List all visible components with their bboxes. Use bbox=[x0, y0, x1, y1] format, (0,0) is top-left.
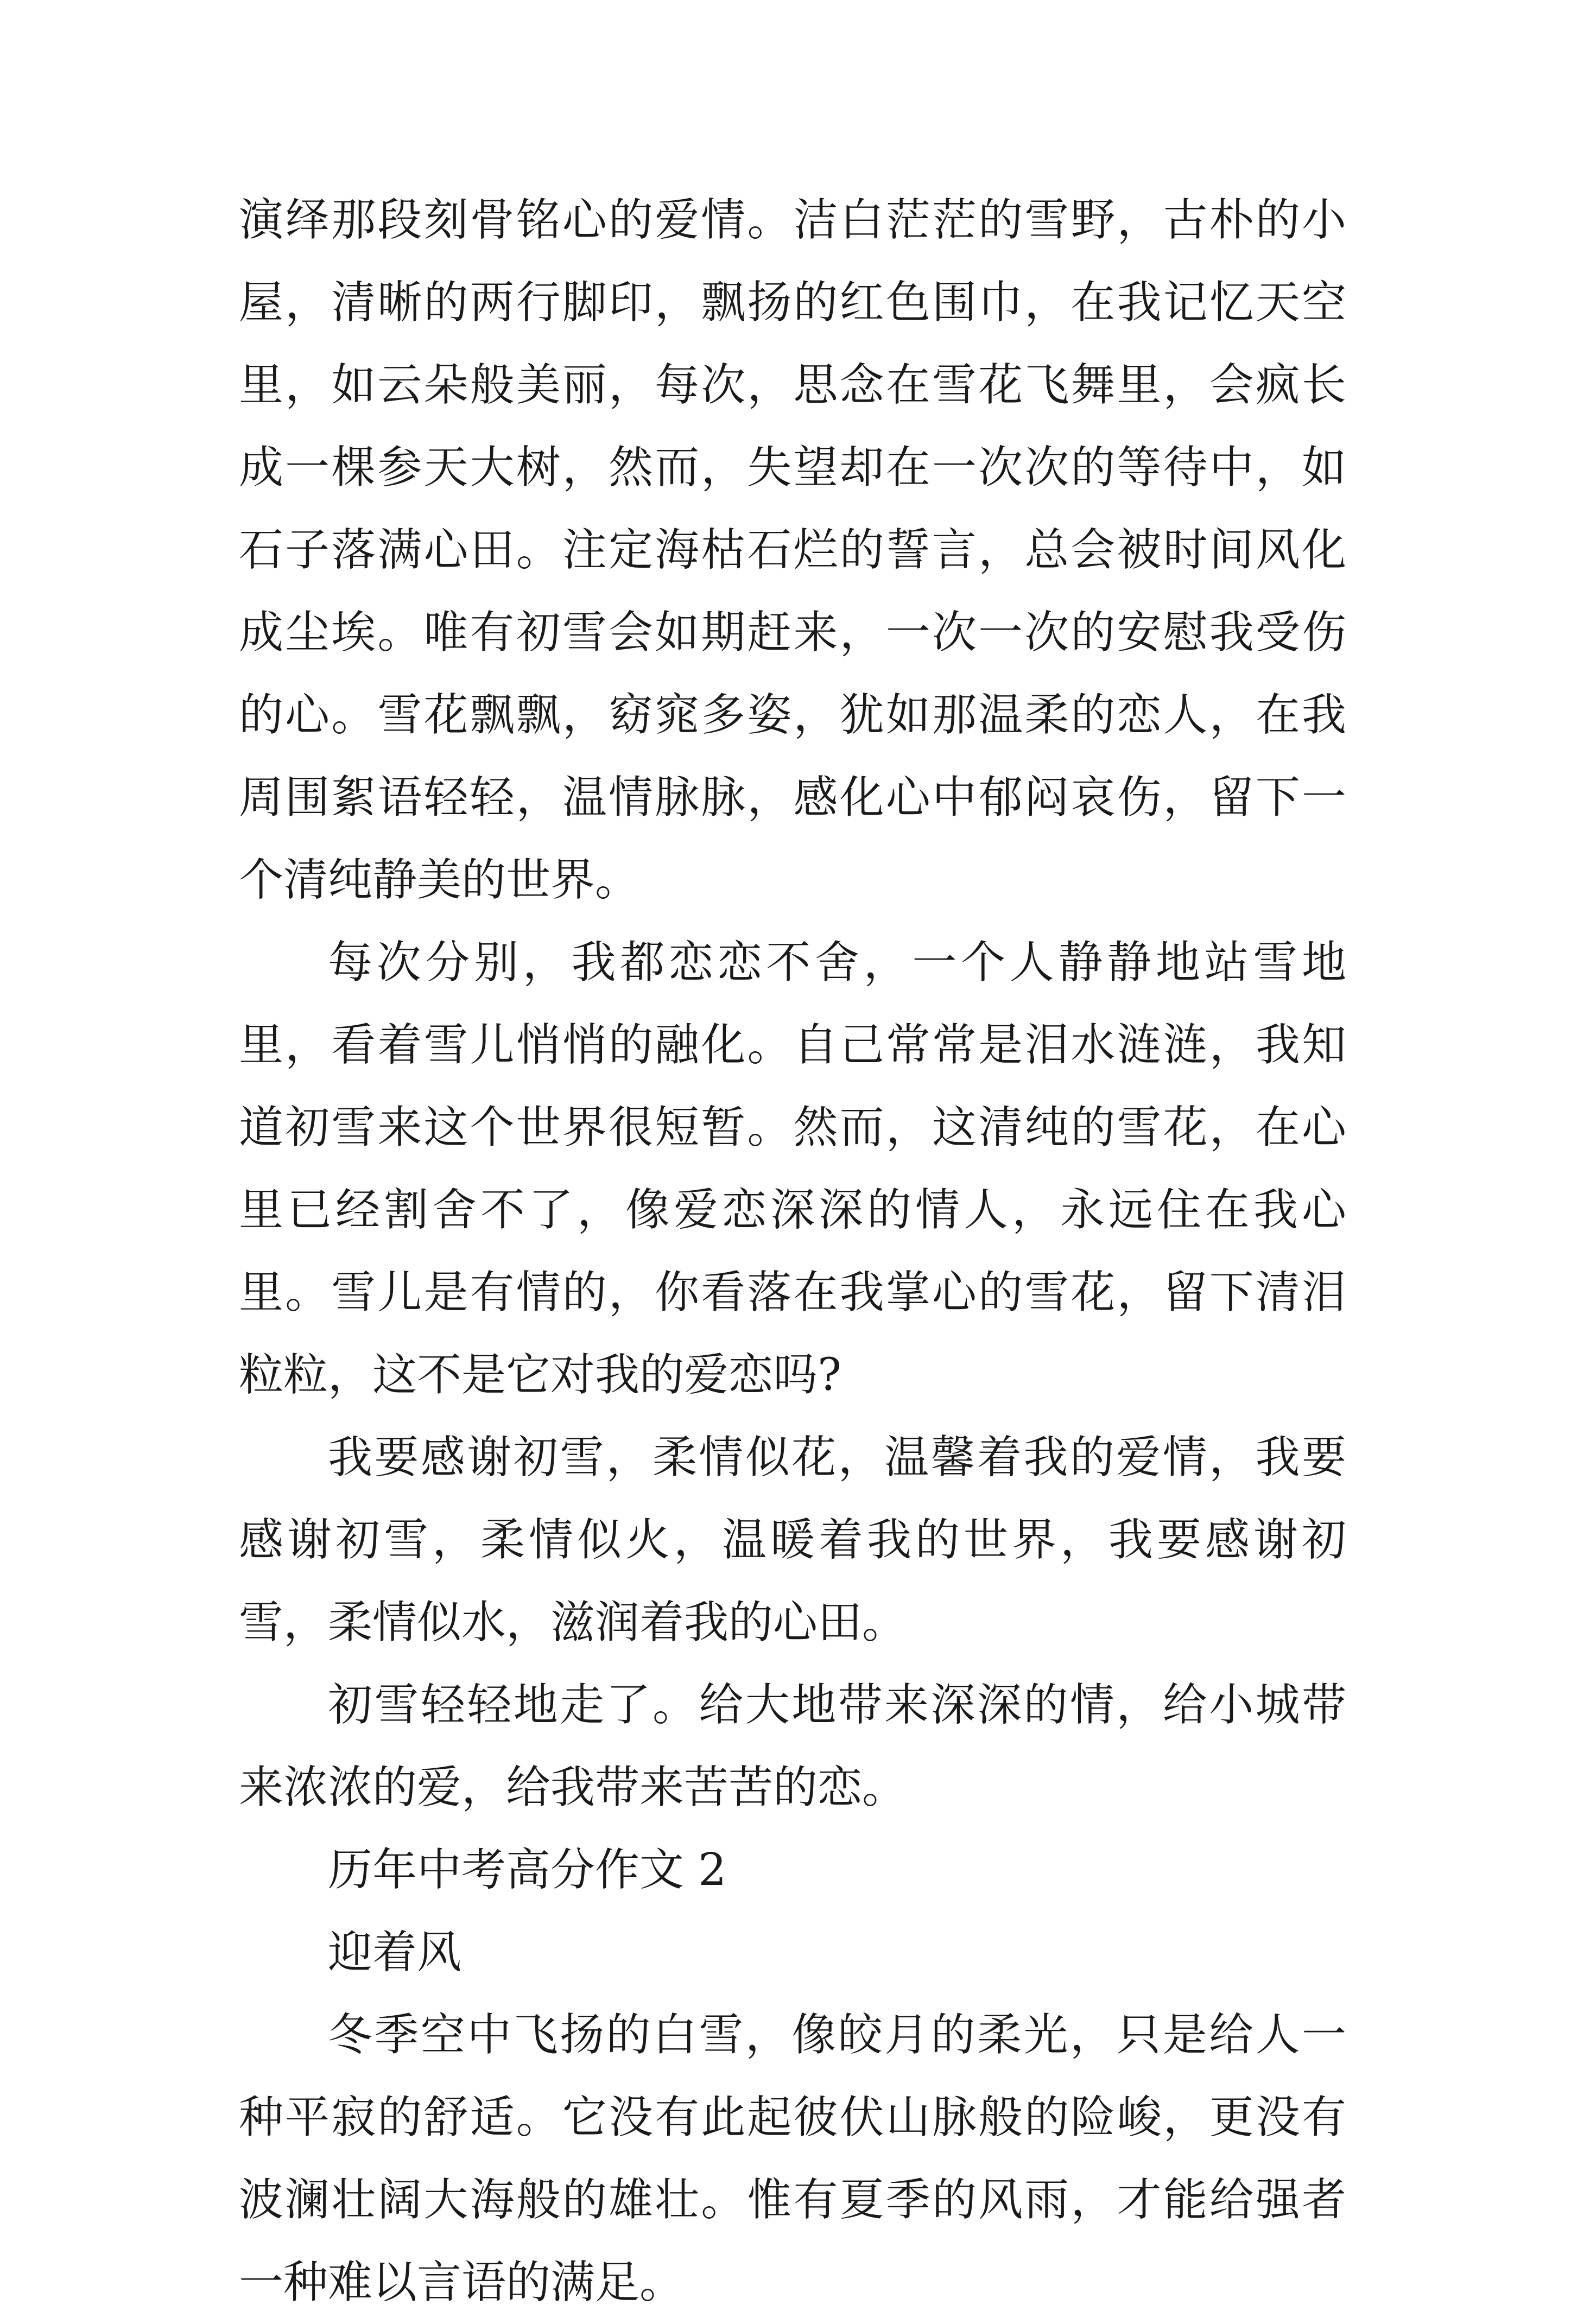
paragraph: 每次分别，我都恋恋不舍，一个人静静地站雪地里，看着雪儿悄悄的融化。自己常常是泪水涟涟，我知道初雪来这个世界很短暂。然而，这清纯的雪花，在心里已经割舍不了，像爱恋深深的情人，永远住在我心里。雪儿是有情的，你看落在我掌心的雪花，留下清泪粒粒，这不是它对我的爱恋吗? bbox=[239, 937, 1346, 1401]
paragraph-continuation: 演绎那段刻骨铭心的爱情。洁白茫茫的雪野，古朴的小屋，清晰的两行脚印，飘扬的红色围巾，在我记忆天空里，如云朵般美丽，每次，思念在雪花飞舞里，会疯长成一棵参天大树，然而，失望却在一次次的等待中，如石子落满心田。注定海枯石烂的誓言，总会被时间风化成尘埃。唯有初雪会如期赶来，一次一次的安慰我受伤的心。雪花飘飘，窈窕多姿，犹如那温柔的恋人，在我周围絮语轻轻，温情脉脉，感化心中郁闷哀伤，留下一个清纯静美的世界。 bbox=[239, 194, 1346, 906]
essay-title: 迎着风 bbox=[328, 1927, 462, 1978]
paragraph: 我要感谢初雪，柔情似花，温馨着我的爱情，我要感谢初雪，柔情似火，温暖着我的世界，我要感谢初雪，柔情似水，滋润着我的心田。 bbox=[239, 1432, 1346, 1648]
section-title: 历年中考高分作文 2 bbox=[328, 1844, 727, 1896]
paragraph: 冬季空中飞扬的白雪，像皎月的柔光，只是给人一种平寂的舒适。它没有此起彼伏山脉般的险峻，更没有波澜壮阔大海般的雄壮。惟有夏季的风雨，才能给强者一种难以言语的满足。 bbox=[239, 2009, 1346, 2308]
document-body bbox=[239, 179, 1346, 2324]
paragraph: 初雪轻轻地走了。给大地带来深深的情，给小城带来浓浓的爱，给我带来苦苦的恋。 bbox=[239, 1679, 1346, 1813]
